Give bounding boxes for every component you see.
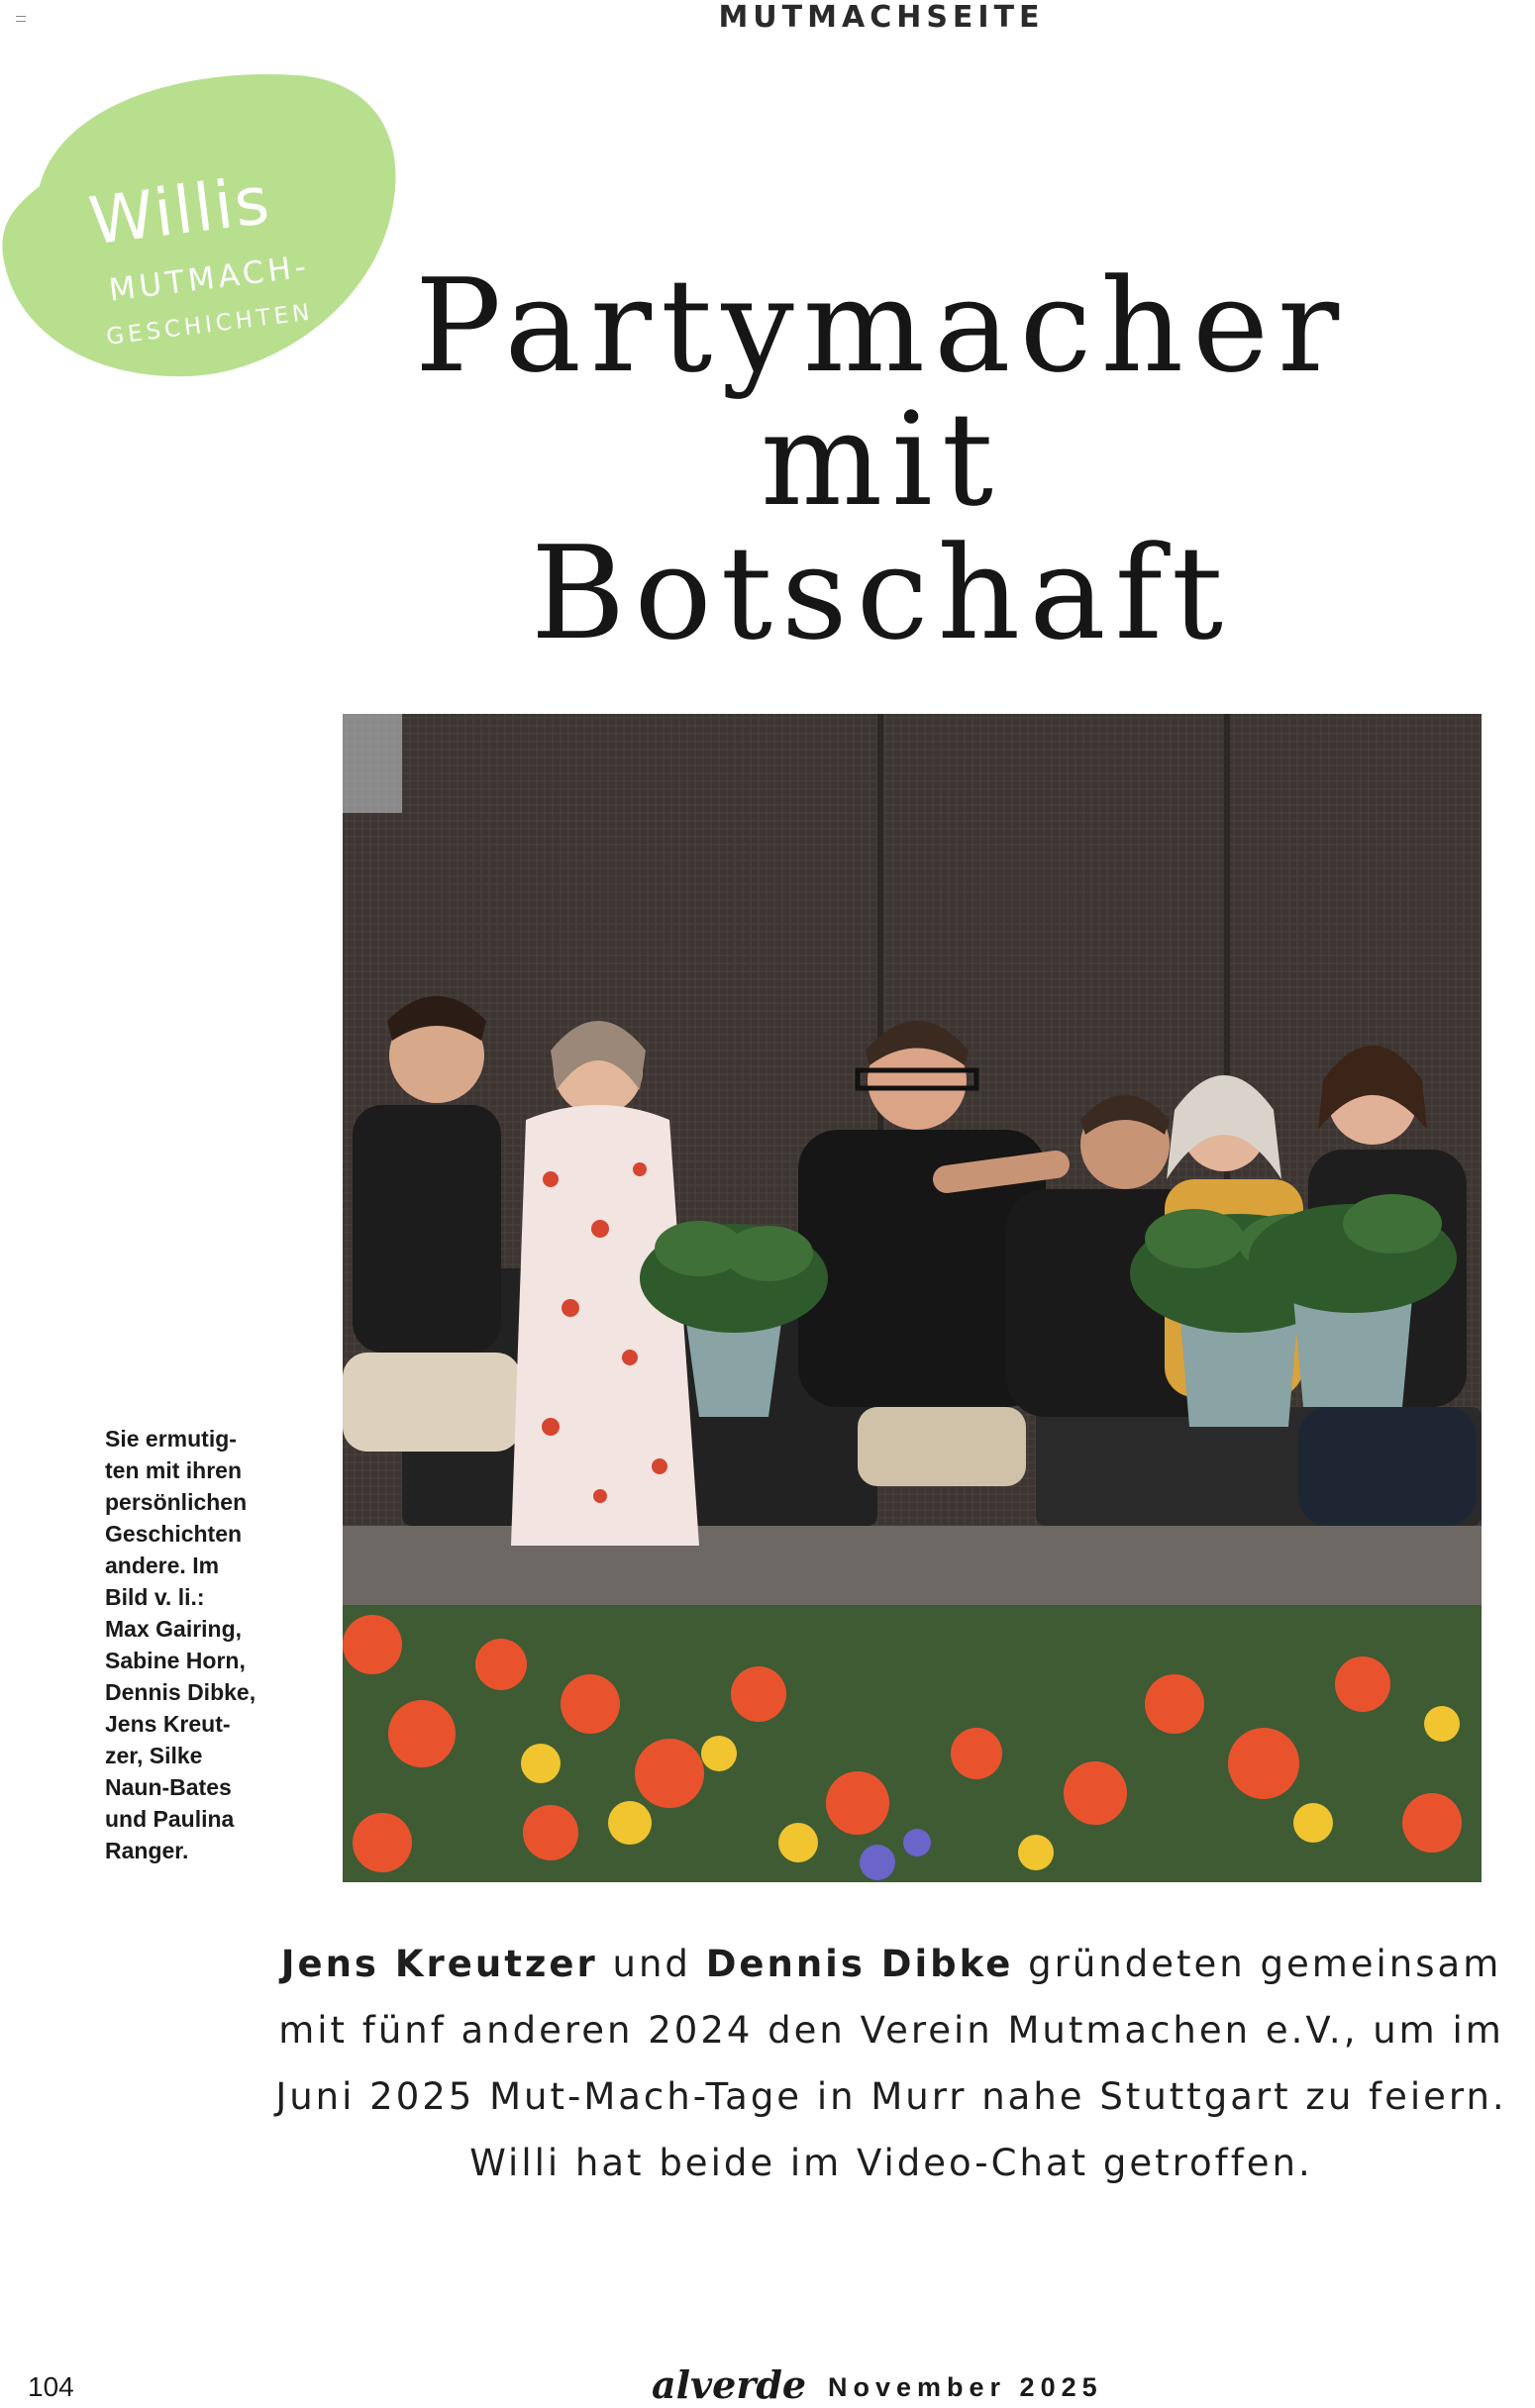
caption-line: zer, Silke: [105, 1743, 203, 1768]
caption-line: Sie ermutig-: [105, 1426, 237, 1452]
headline: [327, 251, 1436, 668]
group-photo: [343, 714, 1482, 1882]
caption-line: Jens Kreut-: [105, 1711, 231, 1737]
caption-line: Bild v. li.:: [105, 1584, 205, 1610]
intro-line-1: [248, 1931, 1535, 1997]
caption-line: persönlichen: [105, 1489, 248, 1515]
caption-line: Geschichten: [105, 1521, 243, 1547]
intro-line-4: Willi hat beide im Video-Chat getroffen.: [469, 2142, 1313, 2184]
intro-paragraph: [248, 1931, 1535, 2196]
photo-caption: [105, 1423, 293, 1866]
caption-line: andere. Im: [105, 1553, 220, 1578]
page-number: 104: [28, 2371, 74, 2402]
section-label: MUTMACHSEITE: [718, 0, 1045, 35]
intro-line-3: Juni 2025 Mut-Mach-Tage in Murr nahe Stuttgart zu feiern.: [275, 2075, 1507, 2118]
photo-illustration-icon: [343, 714, 1482, 1882]
caption-line: Ranger.: [105, 1838, 189, 1863]
caption-line: Dennis Dibke,: [105, 1679, 256, 1705]
caption-line: Naun-Bates: [105, 1774, 232, 1800]
magazine-logo: alverde: [652, 2362, 807, 2407]
caption-line: ten mit ihren: [105, 1457, 243, 1483]
badge-subtitle-2: GESCHICHTEN: [105, 299, 315, 351]
intro-line-1-rest: gründeten gemeinsam: [1028, 1943, 1502, 1985]
intro-name-2: Dennis Dibke: [705, 1943, 1014, 1985]
intro-and: und: [612, 1943, 691, 1985]
issue-date: November 2025: [828, 2372, 1103, 2402]
caption-line: Sabine Horn,: [105, 1648, 246, 1673]
badge-subtitle: MUTMACH-: [107, 249, 312, 309]
headline-line-3: Botschaft: [530, 518, 1233, 668]
headline-line-2: mit: [760, 384, 1003, 535]
caption-line: Max Gairing,: [105, 1616, 243, 1642]
intro-name-1: Jens Kreutzer: [280, 1943, 598, 1985]
badge-title: Willis: [85, 161, 275, 260]
caption-line: und Paulina: [105, 1806, 235, 1832]
headline-line-1: Partymacher: [414, 251, 1349, 401]
intro-line-2: mit fünf anderen 2024 den Verein Mutmachen e.V., um im: [278, 2009, 1504, 2052]
